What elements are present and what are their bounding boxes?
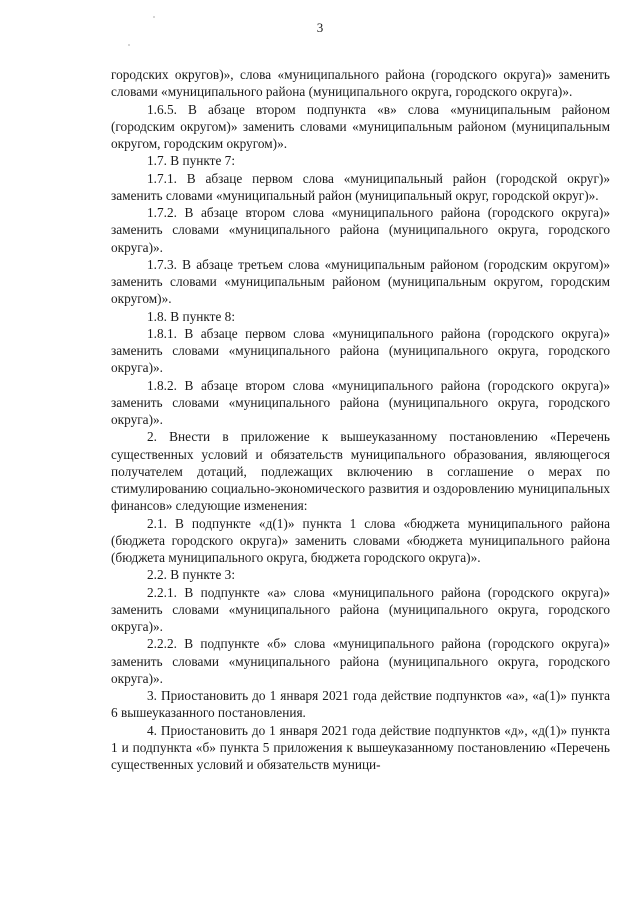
- paragraph: 1.8.2. В абзаце втором слова «муниципального района (городского округа)» заменить словами «муниципального района (муниципального округа, городского округа)».: [111, 377, 610, 427]
- scan-speck: [128, 44, 130, 46]
- paragraph: 1.8.1. В абзаце первом слова «муниципального района (городского округа)» заменить словами «муниципального района (муниципального округа, городского округа)».: [111, 325, 610, 376]
- paragraph: 1.7. В пункте 7:: [147, 153, 236, 169]
- paragraph: 2.1. В подпункте «д(1)» пункта 1 слова «бюджета муниципального района (бюджета городского округа)» заменить словами «бюджета муниципального района (бюджета муниципального округа, бюджета городского округа)».: [111, 515, 610, 565]
- paragraph: 2. Внести в приложение к вышеуказанному постановлению «Перечень существенных условий и обязательств муниципального образования, являющегося получателем дотаций, подлежащих включению в соглашение о мерах по стимулированию социально-экономического развития и оздоровлению муниципальных финансов» следующие изменения:: [111, 429, 610, 514]
- paragraph: 1.7.1. В абзаце первом слова «муниципальный район (городской округ)» заменить словами «муниципальный район (муниципальный округ, городской округ)».: [111, 170, 610, 203]
- paragraph: 2.2.1. В подпункте «а» слова «муниципального района (городского округа)» заменить словами «муниципального района (муниципального округа, городского округа)».: [111, 584, 610, 634]
- scan-speck: [153, 16, 155, 18]
- paragraph: 4. Приостановить до 1 января 2021 года действие подпунктов «д», «д(1)» пункта 1 и подпункта «б» пункта 5 приложения к вышеуказанному постановлению «Перечень существенных условий и обязательств муници-: [111, 722, 610, 772]
- paragraph: 2.2. В пункте 3:: [147, 567, 236, 583]
- paragraph: 3. Приостановить до 1 января 2021 года действие подпунктов «а», «а(1)» пункта 6 вышеуказанного постановления.: [111, 688, 610, 721]
- paragraph: 1.8. В пункте 8:: [147, 308, 236, 324]
- paragraph: городских округов)», слова «муниципального района (городского округа)» заменить словами «муниципального района (муниципального округа, городского округа)».: [111, 67, 610, 100]
- paragraph: 1.7.3. В абзаце третьем слова «муниципальным районом (городским округом)» заменить словами «муниципальным районом (муниципальным округом, городским округом)».: [111, 256, 610, 307]
- document-body: [111, 66, 610, 773]
- paragraph: 1.6.5. В абзаце втором подпункта «в» слова «муниципальным районом (городским округом)» заменить словами «муниципальным районом (муниципальным округом, городским округом)».: [111, 101, 610, 151]
- paragraph: 2.2.2. В подпункте «б» слова «муниципального района (городского округа)» заменить словами «муниципального района (муниципального округа, городского округа)».: [111, 636, 610, 686]
- page-number: 3: [316, 20, 324, 35]
- paragraph: 1.7.2. В абзаце втором слова «муниципального района (городского округа)» заменить словами «муниципального района (муниципального округа, городского округа)».: [111, 205, 610, 255]
